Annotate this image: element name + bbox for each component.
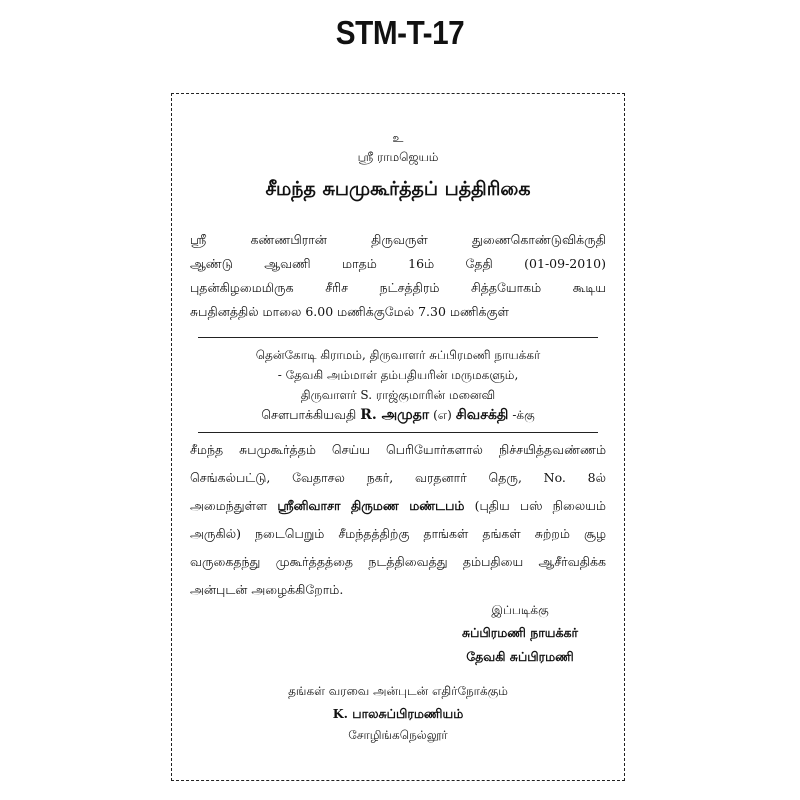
body-line: சீமந்த சுபமுகூர்த்தம் செய்ய பெரியோர்களால் நிச்சயித்தவண்ணம் [190, 442, 606, 457]
venue-pre: அமைந்துள்ள [190, 498, 268, 513]
bride-name: R. அமுதா [360, 407, 430, 423]
signoff-name-2: தேவகி சுப்பிரமணி [466, 649, 574, 664]
venue-name: ஸ்ரீனிவாசா திருமண மண்டபம் [277, 498, 465, 513]
family-line: - தேவகி அம்மாள் தம்பதியரின் மருமகளும், [277, 368, 519, 382]
venue-post: (புதிய பஸ் நிலையம் [474, 498, 606, 513]
bride-aka: (எ) [433, 408, 452, 422]
bride-alias: சிவசக்தி [455, 407, 509, 423]
bride-line [172, 407, 624, 425]
family-line: தென்கோடி கிராமம், திருவாளர் சுப்பிரமணி நாயக்கர் [255, 348, 541, 362]
divider-top [198, 337, 598, 338]
bride-suffix: -க்கு [512, 408, 535, 422]
family-line: திருவாளர் S. ராஜ்குமாரின் மனைவி [300, 388, 496, 402]
body-line: அருகில்) நடைபெறும் சீமந்தத்திற்கு தாங்கள் தங்கள் சுற்றம் சூழ [190, 526, 606, 541]
body-line: அன்புடன் அழைக்கிறோம். [190, 582, 344, 597]
host-name: K. பாலசுப்பிரமணியம் [332, 706, 464, 721]
divider-bottom [198, 432, 598, 433]
body-line: செங்கல்பட்டு, வேதாசல நகர், வரதனார் தெரு, No. 8ல் [190, 470, 606, 485]
welcome-line: தங்கள் வரவை அன்புடன் எதிர்நோக்கும் [288, 684, 508, 698]
pillaiyar-suzhi: உ [392, 131, 404, 145]
intro-line: ஸ்ரீ கண்ணபிரான் திருவருள் துணைகொண்டுவிக்ருதி [190, 232, 606, 247]
intro-line: புதன்கிழமைமிருக சீரிச நட்சத்திரம் சித்தயோகம் கூடிய [190, 280, 606, 295]
invitation-card [171, 93, 625, 781]
bride-prefix: சௌபாக்கியவதி [261, 407, 357, 422]
body-line: வருகைதந்து முகூர்த்தத்தை நடத்திவைத்து தம்பதியை ஆசீர்வதிக்க [190, 554, 606, 569]
invitation-heading: சீமந்த சுபமுகூர்த்தப் பத்திரிகை [265, 178, 531, 200]
venue-line [190, 498, 606, 515]
intro-line: ஆண்டு ஆவணி மாதம் 16ம் தேதி (01-09-2010) [190, 256, 606, 271]
host-place: சோழிங்கநெல்லூர் [348, 728, 448, 742]
signoff-label: இப்படிக்கு [491, 603, 549, 617]
blessing-line: ஸ்ரீ ராமஜெயம் [357, 150, 439, 164]
signoff-name-1: சுப்பிரமணி நாயக்கர் [461, 625, 579, 640]
design-code-title: STM-T-17 [335, 14, 465, 51]
intro-line: சுபதினத்தில் மாலை 6.00 மணிக்குமேல் 7.30 மணிக்குள் [190, 304, 509, 319]
